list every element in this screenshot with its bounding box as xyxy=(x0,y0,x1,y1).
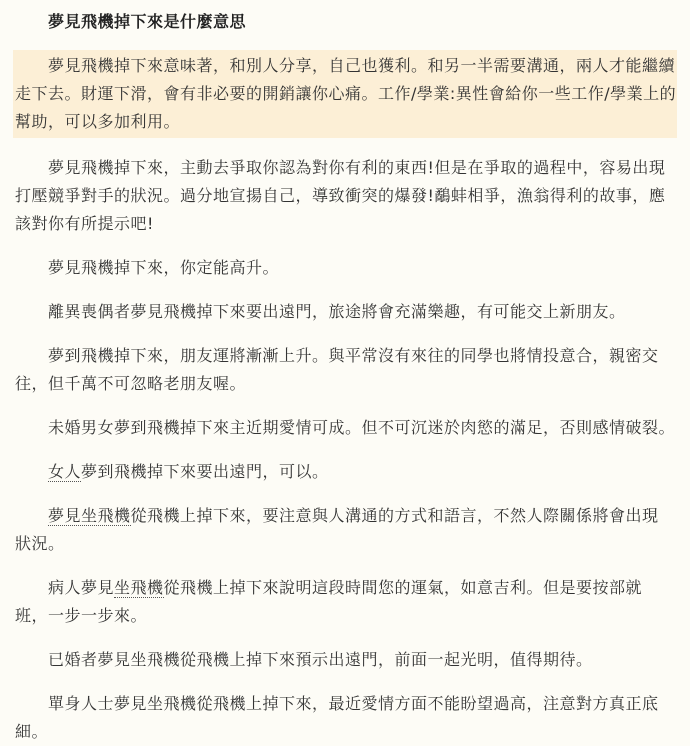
paragraph xyxy=(15,502,675,558)
article-title: 夢見飛機掉下來是什麼意思 xyxy=(48,12,247,31)
keyword-link-dream-flying[interactable]: 夢見坐飛機 xyxy=(48,506,131,525)
paragraph: 夢到飛機掉下來，朋友運將漸漸上升。與平常沒有來往的同學也將情投意合，親密交往，但千萬不可忽略老朋友喔。 xyxy=(15,346,659,393)
paragraph: 已婚者夢見坐飛機從飛機上掉下來預示出遠門，前面一起光明，值得期待。 xyxy=(48,650,593,669)
paragraph-text: 從飛機上掉下來，要注意與人溝通的方式和語言，不然人際關係將會出現狀況。 xyxy=(15,506,659,553)
paragraph: 夢見飛機掉下來，你定能高升。 xyxy=(48,258,280,277)
paragraph: 單身人士夢見坐飛機從飛機上掉下來，最近愛情方面不能盼望過高，注意對方真正底細。 xyxy=(15,694,659,741)
paragraph-text: 夢到飛機掉下來要出遠門，可以。 xyxy=(81,462,329,481)
keyword-link-flying[interactable]: 坐飛機 xyxy=(114,578,164,597)
paragraph-text: 從飛機上掉下來說明這段時間您的運氣，如意吉利。但是要按部就班，一步一步來。 xyxy=(15,578,643,625)
highlighted-paragraph: 夢見飛機掉下來意味著，和別人分享，自己也獲利。和另一半需要溝通，兩人才能繼續走下去。財運下滑，會有非必要的開銷讓你心痛。工作/學業:異性會給你一些工作/學業上的幫助，可以多加利用。 xyxy=(13,50,677,138)
paragraph: 夢見飛機掉下來，主動去爭取你認為對你有利的東西!但是在爭取的過程中，容易出現打壓競爭對手的狀況。過分地宣揚自己，導致衝突的爆發!鷸蚌相爭，漁翁得利的故事，應該對你有所提示吧! xyxy=(15,158,666,233)
paragraph xyxy=(15,574,675,630)
paragraph: 離異喪偶者夢見飛機掉下來要出遠門，旅途將會充滿樂趣，有可能交上新朋友。 xyxy=(48,302,626,321)
keyword-link-woman[interactable]: 女人 xyxy=(48,462,82,481)
paragraph xyxy=(15,458,675,486)
paragraph: 未婚男女夢到飛機掉下來主近期愛情可成。但不可沉迷於肉慾的滿足，否則感情破裂。 xyxy=(48,418,676,437)
paragraph-prefix: 病人夢見 xyxy=(48,578,115,597)
